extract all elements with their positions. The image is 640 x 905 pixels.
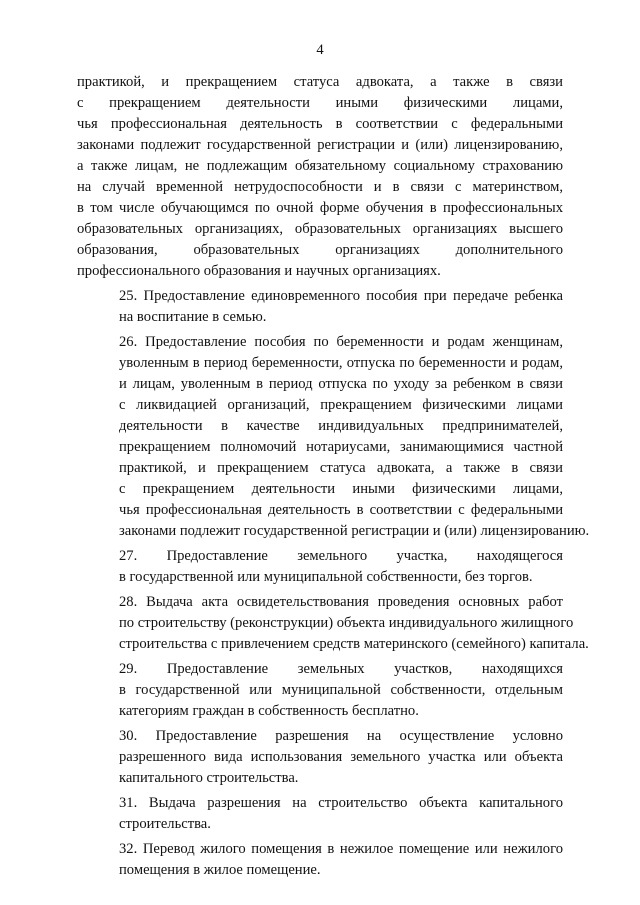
text-line: законами подлежит государственной регистрации и (или) лицензированию.: [119, 523, 590, 539]
paragraph: [77, 592, 589, 655]
paragraph: [77, 793, 563, 835]
text-line: 30. Предоставление разрешения на осуществление условно: [119, 728, 563, 744]
text-line: 26. Предоставление пособия по беременности и родам женщинам,: [119, 334, 563, 350]
paragraph: [77, 72, 563, 282]
text-line: а также лицам, не подлежащим обязательному социальному страхованию: [77, 158, 563, 174]
text-line: прекращением полномочий нотариусами, занимающимися частной: [119, 439, 563, 455]
text-line: практикой, и прекращением статуса адвоката, а также в связи: [77, 74, 563, 90]
document-body: [77, 72, 590, 885]
text-line: деятельности в качестве индивидуальных предпринимателей,: [119, 418, 563, 434]
paragraph: [77, 659, 563, 722]
paragraph: [77, 286, 563, 328]
text-line: 28. Выдача акта освидетельствования проведения основных работ: [119, 594, 563, 610]
text-line: профессионального образования и научных организациях.: [77, 263, 441, 279]
text-line: законами подлежит государственной регистрации и (или) лицензированию,: [77, 137, 563, 153]
text-line: с прекращением деятельности иными физическими лицами,: [77, 95, 563, 111]
text-line: на случай временной нетрудоспособности и в связи с материнством,: [77, 179, 563, 195]
paragraph: [77, 839, 563, 881]
text-line: 32. Перевод жилого помещения в нежилое помещение или нежилого: [119, 841, 563, 857]
text-line: с прекращением деятельности иными физическими лицами,: [119, 481, 563, 497]
text-line: капитального строительства.: [119, 770, 299, 786]
text-line: уволенным в период беременности, отпуска по беременности и родам,: [119, 355, 563, 371]
paragraph: [77, 726, 563, 789]
text-line: в том числе обучающимся по очной форме обучения в профессиональных: [77, 200, 563, 216]
text-line: образовательных организациях, образовательных организациях высшего: [77, 221, 563, 237]
text-line: 25. Предоставление единовременного пособия при передаче ребенка: [119, 288, 563, 304]
text-line: образования, образовательных организациях дополнительного: [77, 242, 563, 258]
text-line: 31. Выдача разрешения на строительство объекта капитального: [119, 795, 563, 811]
text-line: 27. Предоставление земельного участка, находящегося: [119, 548, 563, 564]
text-line: и лицам, уволенным в период отпуска по уходу за ребенком в связи: [119, 376, 563, 392]
text-line: строительства с привлечением средств материнского (семейного) капитала.: [119, 636, 589, 652]
text-line: категориям граждан в собственность бесплатно.: [119, 703, 419, 719]
text-line: практикой, и прекращением статуса адвоката, а также в связи: [119, 460, 563, 476]
text-line: строительства.: [119, 816, 211, 832]
paragraph: [77, 332, 590, 542]
text-line: помещения в жилое помещение.: [119, 862, 321, 878]
text-line: по строительству (реконструкции) объекта индивидуального жилищного: [119, 615, 574, 631]
text-line: в государственной или муниципальной собственности, без торгов.: [119, 569, 533, 585]
text-line: разрешенного вида использования земельного участка или объекта: [119, 749, 563, 765]
text-line: чья профессиональная деятельность в соответствии с федеральными: [77, 116, 563, 132]
page-number: 4: [316, 42, 324, 58]
text-line: 29. Предоставление земельных участков, находящихся: [119, 661, 563, 677]
text-line: чья профессиональная деятельность в соответствии с федеральными: [119, 502, 563, 518]
paragraph: [77, 546, 563, 588]
text-line: с ликвидацией организаций, прекращением физическими лицами: [119, 397, 563, 413]
text-line: на воспитание в семью.: [119, 309, 267, 325]
text-line: в государственной или муниципальной собственности, отдельным: [119, 682, 563, 698]
